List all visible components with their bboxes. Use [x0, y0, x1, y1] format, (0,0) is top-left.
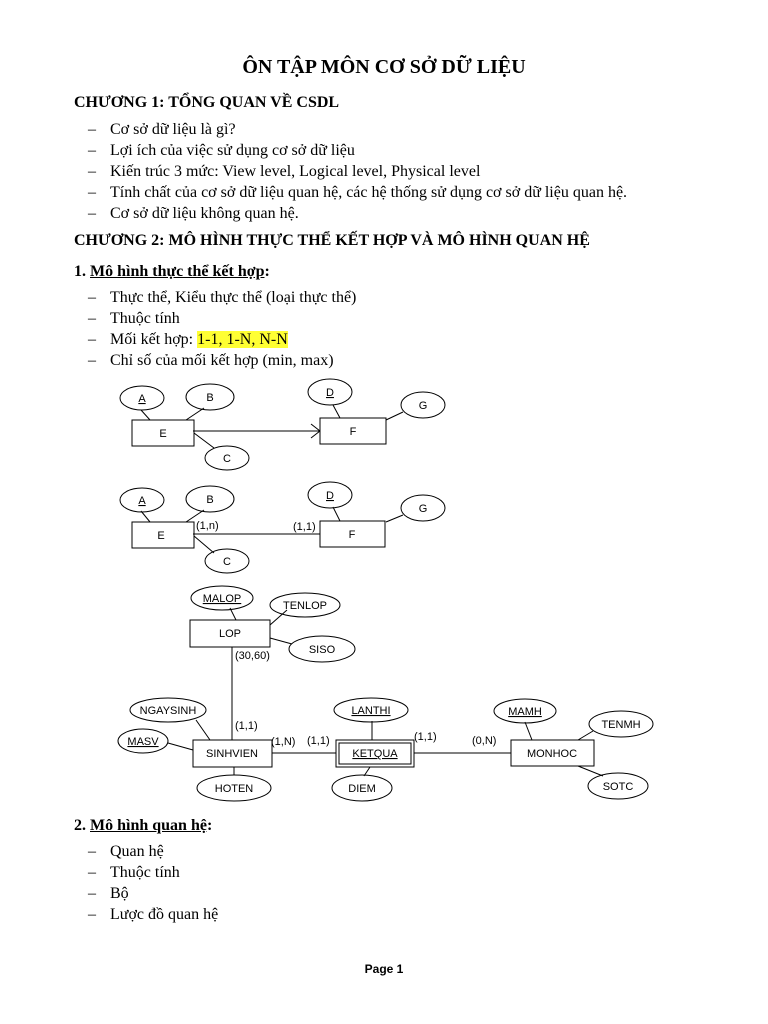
list-item: – Kiến trúc 3 mức: View level, Logical level, Physical level — [88, 161, 627, 182]
section-2-heading — [74, 817, 212, 835]
cardinality-ketqua-sinhvien: (1,1) — [307, 735, 330, 747]
section-number: 1. — [74, 263, 86, 280]
attribute-lanthi-label: LANTHI — [351, 705, 391, 717]
attribute-hoten-label: HOTEN — [214, 783, 254, 795]
page-title: ÔN TẬP MÔN CƠ SỞ DỮ LIỆU — [242, 56, 526, 78]
list-item: – Thuộc tính — [88, 308, 356, 329]
chapter-1-heading: CHƯƠNG 1: TỔNG QUAN VỀ CSDL — [74, 94, 340, 111]
list-item: – Thực thể, Kiểu thực thể (loại thực thể) — [88, 287, 356, 308]
entity-e-label: E — [159, 428, 167, 440]
entity-monhoc-label: MONHOC — [526, 748, 578, 760]
cardinality-sinhvien-ketqua: (1,N) — [271, 736, 296, 748]
entity-e-label: E — [157, 530, 165, 542]
attribute-tenmh-label: TENMH — [601, 719, 641, 731]
attribute-b-label: B — [206, 494, 214, 506]
cardinality-lop: (30,60) — [235, 650, 270, 662]
diagram-1 — [120, 379, 445, 470]
relation-highlight: 1-1, 1-N, N-N — [197, 331, 288, 348]
attribute-siso-label: SISO — [308, 644, 336, 656]
attribute-diem-label: DIEM — [348, 783, 376, 795]
list-item: – Bộ — [88, 883, 218, 904]
attribute-sotc-label: SOTC — [602, 781, 634, 793]
list-item: – Lợi ích của việc sử dụng cơ sở dữ liệu — [88, 140, 627, 161]
diagram-2 — [120, 482, 445, 573]
section-colon: : — [264, 263, 270, 280]
cardinality-sinhvien-lop: (1,1) — [235, 720, 258, 732]
section-2-list — [88, 841, 218, 925]
list-item: – Cơ sở dữ liệu không quan hệ. — [88, 203, 627, 224]
attribute-a-label: A — [138, 393, 146, 405]
attribute-a-label: A — [138, 495, 146, 507]
cardinality-ketqua-monhoc: (1,1) — [414, 731, 437, 743]
attribute-g-label: G — [418, 503, 428, 515]
cardinality-monhoc: (0,N) — [472, 735, 497, 747]
cardinality-e: (1,n) — [196, 520, 219, 532]
attribute-d-label: D — [326, 490, 334, 502]
section-number: 2. — [74, 817, 86, 834]
list-item: – Quan hệ — [88, 841, 218, 862]
entity-sinhvien-label: SINHVIEN — [206, 748, 258, 760]
chapter-2-heading: CHƯƠNG 2: MÔ HÌNH THỰC THỂ KẾT HỢP VÀ MÔ HÌNH QUAN HỆ — [74, 232, 590, 249]
relation-label: Mối kết hợp: — [110, 331, 198, 348]
section-colon: : — [206, 817, 213, 834]
list-item: – Lược đồ quan hệ — [88, 904, 218, 925]
list-item: – Thuộc tính — [88, 862, 218, 883]
diagram-3 — [118, 586, 653, 801]
list-item: – Cơ sở dữ liệu là gì? — [88, 119, 627, 140]
entity-lop-label: LOP — [218, 628, 242, 640]
entity-f-label: F — [349, 426, 357, 438]
entity-f-label: F — [348, 529, 356, 541]
page-number: Page 1 — [364, 962, 404, 976]
cardinality-f: (1,1) — [293, 521, 316, 533]
section-title: Mô hình thực thể kết hợp — [90, 263, 265, 280]
attribute-tenlop-label: TENLOP — [282, 600, 328, 612]
list-item: – Chỉ số của mối kết hợp (min, max) — [88, 350, 356, 371]
section-title: Mô hình quan hệ — [90, 817, 207, 834]
attribute-c-label: C — [223, 453, 231, 465]
entity-ketqua-label: KETQUA — [352, 748, 398, 760]
attribute-g-label: G — [418, 400, 428, 412]
attribute-mamh-label: MAMH — [508, 706, 542, 718]
attribute-malop-label: MALOP — [202, 593, 242, 605]
attribute-d-label: D — [326, 387, 334, 399]
attribute-c-label: C — [223, 556, 231, 568]
attribute-b-label: B — [206, 392, 214, 404]
attribute-masv-label: MASV — [127, 736, 159, 748]
attribute-ngaysinh-label: NGAYSINH — [139, 705, 197, 717]
list-item: – Tính chất của cơ sở dữ liệu quan hệ, các hệ thống sử dụng cơ sở dữ liệu quan hệ. — [88, 182, 627, 203]
